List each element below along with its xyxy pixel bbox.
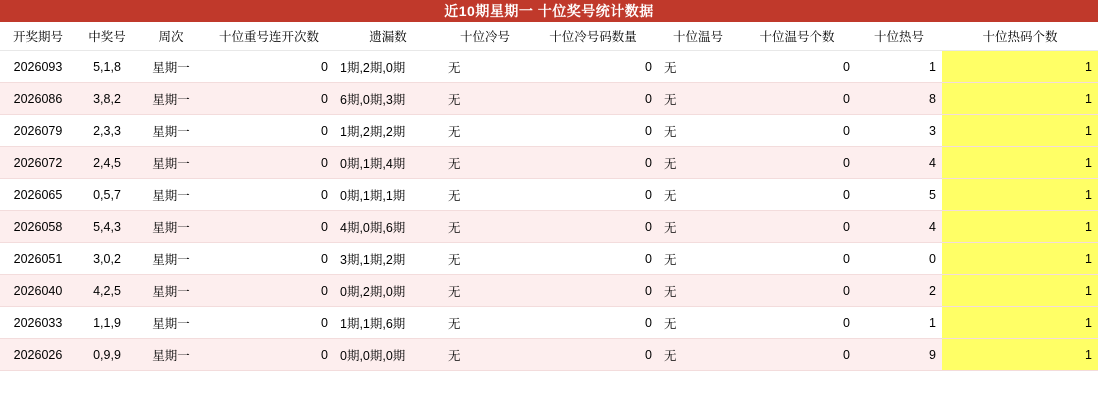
cell-miss: 0期,0期,0期 xyxy=(334,339,442,371)
cell-cold: 无 xyxy=(442,211,528,243)
column-header-cold: 十位冷号 xyxy=(442,22,528,51)
column-header-hot: 十位热号 xyxy=(856,22,942,51)
cell-cold-count: 0 xyxy=(528,115,658,147)
cell-warm: 无 xyxy=(658,243,738,275)
cell-cold-count: 0 xyxy=(528,51,658,83)
cell-warm: 无 xyxy=(658,275,738,307)
cell-miss: 1期,2期,0期 xyxy=(334,51,442,83)
cell-week: 星期一 xyxy=(138,179,204,211)
cell-cold-count: 0 xyxy=(528,147,658,179)
cell-hot: 1 xyxy=(856,307,942,339)
cell-warm: 无 xyxy=(658,51,738,83)
cell-week: 星期一 xyxy=(138,51,204,83)
cell-cold-count: 0 xyxy=(528,179,658,211)
cell-numbers: 1,1,9 xyxy=(76,307,138,339)
column-header-warm: 十位温号 xyxy=(658,22,738,51)
cell-cold: 无 xyxy=(442,51,528,83)
column-header-warm-count: 十位温号个数 xyxy=(738,22,856,51)
page-title: 近10期星期一 十位奖号统计数据 xyxy=(0,0,1098,22)
cell-cold: 无 xyxy=(442,339,528,371)
cell-cold-count: 0 xyxy=(528,339,658,371)
cell-cold: 无 xyxy=(442,147,528,179)
cell-hot-code-count: 1 xyxy=(942,339,1098,371)
table-row xyxy=(0,243,1098,275)
column-header-week: 周次 xyxy=(138,22,204,51)
cell-miss: 3期,1期,2期 xyxy=(334,243,442,275)
table-header xyxy=(0,22,1098,51)
cell-numbers: 2,3,3 xyxy=(76,115,138,147)
table-row xyxy=(0,307,1098,339)
cell-week: 星期一 xyxy=(138,339,204,371)
cell-issue: 2026058 xyxy=(0,211,76,243)
cell-warm: 无 xyxy=(658,211,738,243)
cell-hot: 4 xyxy=(856,211,942,243)
column-header-repeat-streak: 十位重号连开次数 xyxy=(204,22,334,51)
cell-miss: 1期,1期,6期 xyxy=(334,307,442,339)
table-row xyxy=(0,211,1098,243)
cell-cold: 无 xyxy=(442,83,528,115)
cell-hot-code-count: 1 xyxy=(942,179,1098,211)
cell-numbers: 0,5,7 xyxy=(76,179,138,211)
cell-repeat-streak: 0 xyxy=(204,339,334,371)
cell-issue: 2026065 xyxy=(0,179,76,211)
table-row xyxy=(0,115,1098,147)
cell-warm: 无 xyxy=(658,307,738,339)
cell-numbers: 0,9,9 xyxy=(76,339,138,371)
cell-hot: 9 xyxy=(856,339,942,371)
table-row xyxy=(0,339,1098,371)
cell-warm-count: 0 xyxy=(738,179,856,211)
cell-repeat-streak: 0 xyxy=(204,307,334,339)
cell-repeat-streak: 0 xyxy=(204,211,334,243)
cell-issue: 2026026 xyxy=(0,339,76,371)
cell-warm-count: 0 xyxy=(738,147,856,179)
cell-repeat-streak: 0 xyxy=(204,275,334,307)
cell-issue: 2026072 xyxy=(0,147,76,179)
cell-warm-count: 0 xyxy=(738,275,856,307)
cell-numbers: 5,4,3 xyxy=(76,211,138,243)
cell-hot: 1 xyxy=(856,51,942,83)
cell-repeat-streak: 0 xyxy=(204,179,334,211)
table-row xyxy=(0,275,1098,307)
cell-warm-count: 0 xyxy=(738,307,856,339)
table-body xyxy=(0,51,1098,371)
cell-week: 星期一 xyxy=(138,147,204,179)
cell-numbers: 3,0,2 xyxy=(76,243,138,275)
cell-miss: 4期,0期,6期 xyxy=(334,211,442,243)
cell-hot-code-count: 1 xyxy=(942,147,1098,179)
cell-warm: 无 xyxy=(658,115,738,147)
header-row xyxy=(0,22,1098,51)
column-header-hot-code-count: 十位热码个数 xyxy=(942,22,1098,51)
table-row xyxy=(0,147,1098,179)
cell-cold-count: 0 xyxy=(528,307,658,339)
cell-numbers: 3,8,2 xyxy=(76,83,138,115)
cell-hot: 5 xyxy=(856,179,942,211)
cell-hot: 8 xyxy=(856,83,942,115)
cell-hot: 3 xyxy=(856,115,942,147)
column-header-issue: 开奖期号 xyxy=(0,22,76,51)
cell-hot-code-count: 1 xyxy=(942,115,1098,147)
cell-warm: 无 xyxy=(658,147,738,179)
cell-issue: 2026086 xyxy=(0,83,76,115)
cell-repeat-streak: 0 xyxy=(204,147,334,179)
cell-warm-count: 0 xyxy=(738,211,856,243)
cell-week: 星期一 xyxy=(138,243,204,275)
cell-numbers: 5,1,8 xyxy=(76,51,138,83)
cell-hot-code-count: 1 xyxy=(942,211,1098,243)
cell-issue: 2026051 xyxy=(0,243,76,275)
cell-hot: 0 xyxy=(856,243,942,275)
cell-cold-count: 0 xyxy=(528,211,658,243)
cell-miss: 1期,2期,2期 xyxy=(334,115,442,147)
cell-cold: 无 xyxy=(442,243,528,275)
cell-issue: 2026079 xyxy=(0,115,76,147)
cell-cold-count: 0 xyxy=(528,275,658,307)
table-row xyxy=(0,51,1098,83)
cell-miss: 0期,1期,4期 xyxy=(334,147,442,179)
cell-issue: 2026093 xyxy=(0,51,76,83)
cell-issue: 2026033 xyxy=(0,307,76,339)
cell-hot-code-count: 1 xyxy=(942,275,1098,307)
cell-miss: 0期,2期,0期 xyxy=(334,275,442,307)
cell-miss: 6期,0期,3期 xyxy=(334,83,442,115)
cell-hot-code-count: 1 xyxy=(942,307,1098,339)
table-row xyxy=(0,179,1098,211)
cell-cold-count: 0 xyxy=(528,83,658,115)
cell-repeat-streak: 0 xyxy=(204,51,334,83)
cell-repeat-streak: 0 xyxy=(204,83,334,115)
cell-warm-count: 0 xyxy=(738,83,856,115)
cell-warm-count: 0 xyxy=(738,339,856,371)
cell-warm-count: 0 xyxy=(738,51,856,83)
cell-numbers: 4,2,5 xyxy=(76,275,138,307)
cell-numbers: 2,4,5 xyxy=(76,147,138,179)
cell-repeat-streak: 0 xyxy=(204,115,334,147)
column-header-cold-count: 十位冷号码数量 xyxy=(528,22,658,51)
cell-warm: 无 xyxy=(658,339,738,371)
cell-week: 星期一 xyxy=(138,211,204,243)
cell-week: 星期一 xyxy=(138,115,204,147)
cell-warm: 无 xyxy=(658,179,738,211)
cell-cold: 无 xyxy=(442,307,528,339)
table-row xyxy=(0,83,1098,115)
cell-week: 星期一 xyxy=(138,83,204,115)
cell-warm-count: 0 xyxy=(738,243,856,275)
cell-hot-code-count: 1 xyxy=(942,83,1098,115)
cell-hot-code-count: 1 xyxy=(942,51,1098,83)
column-header-miss: 遗漏数 xyxy=(334,22,442,51)
cell-repeat-streak: 0 xyxy=(204,243,334,275)
cell-week: 星期一 xyxy=(138,275,204,307)
cell-cold: 无 xyxy=(442,115,528,147)
column-header-numbers: 中奖号 xyxy=(76,22,138,51)
cell-hot: 4 xyxy=(856,147,942,179)
cell-cold-count: 0 xyxy=(528,243,658,275)
cell-hot-code-count: 1 xyxy=(942,243,1098,275)
cell-cold: 无 xyxy=(442,179,528,211)
cell-warm-count: 0 xyxy=(738,115,856,147)
cell-miss: 0期,1期,1期 xyxy=(334,179,442,211)
cell-cold: 无 xyxy=(442,275,528,307)
cell-issue: 2026040 xyxy=(0,275,76,307)
cell-hot: 2 xyxy=(856,275,942,307)
cell-warm: 无 xyxy=(658,83,738,115)
cell-week: 星期一 xyxy=(138,307,204,339)
